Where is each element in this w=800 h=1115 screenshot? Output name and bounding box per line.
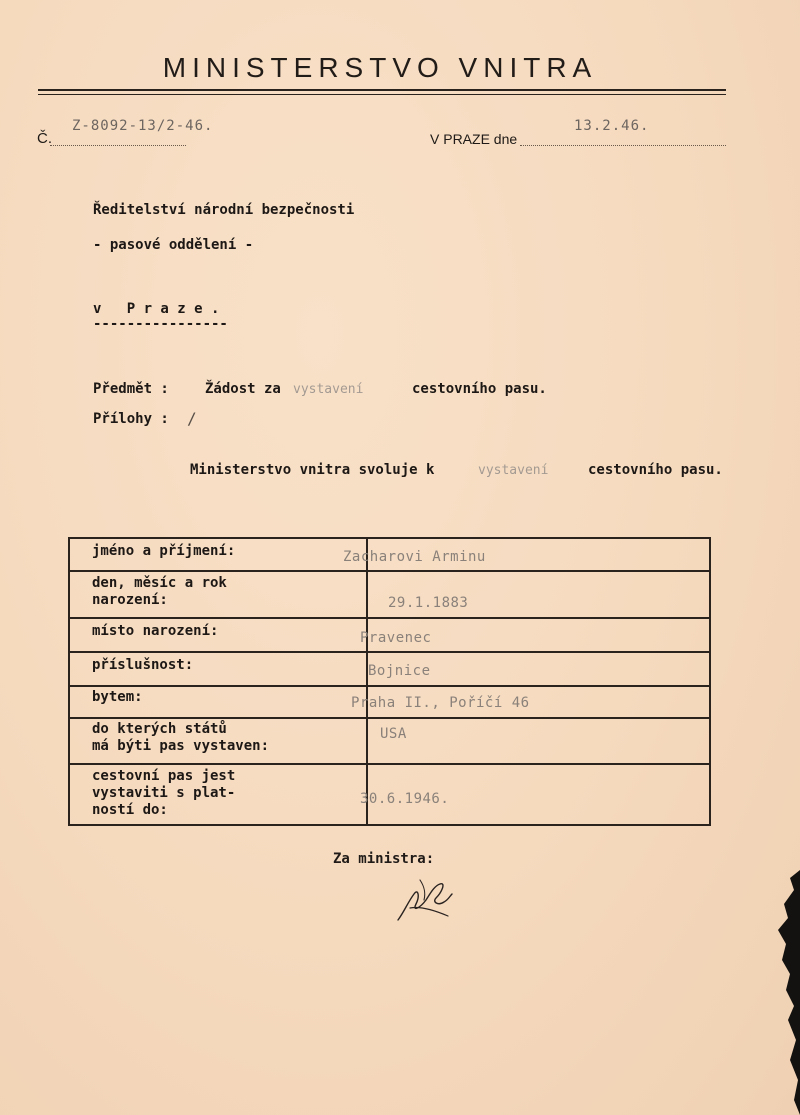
place-date-label: V PRAZE dne (430, 131, 518, 147)
passport-details-table (68, 537, 711, 826)
table-row-label: cestovní pas jest vystaviti s plat- ností do: (92, 768, 236, 818)
table-row-divider (70, 717, 709, 719)
table-column-divider (366, 539, 368, 824)
table-row-divider (70, 617, 709, 619)
recipient-city-underline: ---------------- (93, 316, 228, 332)
subject-text-a: Žádost za (205, 381, 281, 397)
table-row-value: Bojnice (368, 663, 431, 679)
table-row-divider (70, 763, 709, 765)
table-row-label: bytem: (92, 689, 143, 705)
table-row-value: USA (380, 726, 407, 742)
signoff-text: Za ministra: (333, 851, 435, 867)
reference-number: Z-8092-13/2-46. (72, 118, 214, 134)
table-row-label: jméno a příjmení: (92, 543, 236, 559)
recipient-city: v P r a z e . (93, 301, 220, 317)
ministry-title: MINISTERSTVO VNITRA (162, 52, 598, 83)
table-row-divider (70, 651, 709, 653)
reference-dotted-line (50, 145, 186, 146)
attachments-label: Přílohy : (93, 411, 169, 427)
table-row-label: den, měsíc a rok narození: (92, 575, 227, 608)
subject-label: Předmět : (93, 381, 169, 397)
table-row-divider (70, 685, 709, 687)
statement-text-faint: vystavení (478, 463, 549, 478)
document-date: 13.2.46. (574, 118, 650, 134)
subject-text-b: cestovního pasu. (412, 381, 547, 397)
recipient-line-1: Ředitelství národní bezpečnosti (93, 202, 355, 218)
header-rule-thick (38, 89, 726, 91)
attachments-value: / (187, 409, 197, 428)
table-row-label: příslušnost: (92, 657, 194, 673)
reference-label: Č. (37, 130, 52, 147)
recipient-line-2: - pasové oddělení - (93, 237, 254, 253)
torn-paper-edge (760, 870, 800, 1115)
table-row-divider (70, 570, 709, 572)
table-row-label: do kterých států má býti pas vystaven: (92, 721, 270, 754)
subject-text-faint: vystavení (293, 382, 364, 397)
statement-text-a: Ministerstvo vnitra svoluje k (190, 462, 435, 478)
handwritten-signature (390, 872, 460, 927)
table-row-value: 30.6.1946. (360, 791, 450, 807)
date-dotted-line (520, 145, 726, 146)
statement-text-b: cestovního pasu. (588, 462, 723, 478)
table-row-label: místo narození: (92, 623, 219, 639)
table-row-value: Praha II., Poříčí 46 (351, 695, 530, 711)
table-row-value: 29.1.1883 (388, 595, 469, 611)
table-row-value: Pravenec (360, 630, 432, 646)
header-rule-thin (38, 94, 726, 95)
table-row-value: Zacharovi Arminu (343, 549, 486, 565)
